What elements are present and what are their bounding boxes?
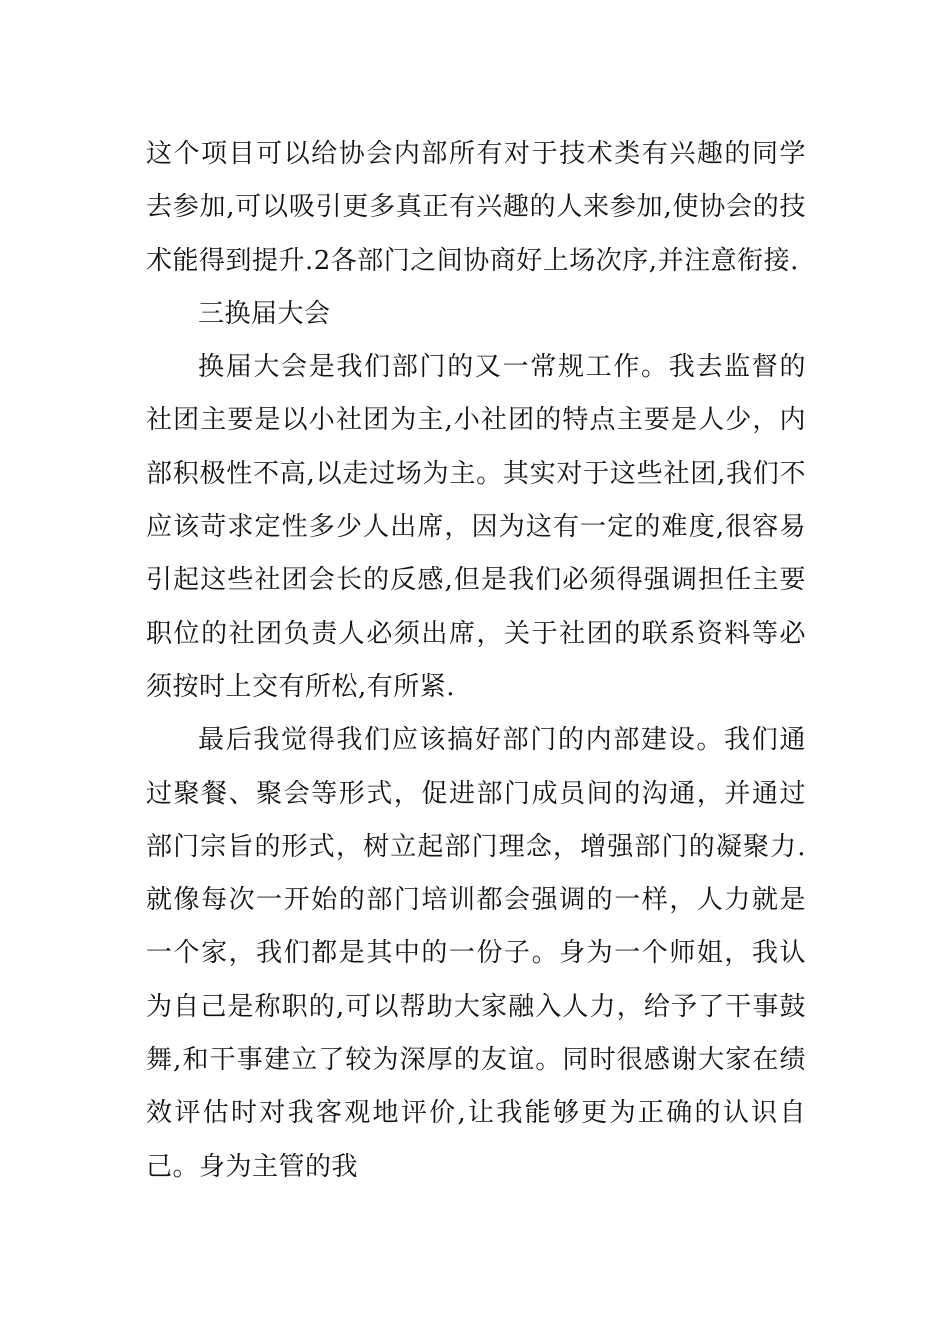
- paragraph-1: 这个项目可以给协会内部所有对于技术类有兴趣的同学去参加,可以吸引更多真正有兴趣的人来参加,使协会的技术能得到提升.2各部门之间协商好上场次序,并注意衔接.: [146, 139, 806, 276]
- document-body: [146, 128, 806, 1194]
- paragraph-2: 换届大会是我们部门的又一常规工作。我去监督的社团主要是以小社团为主,小社团的特点主要是人少，内部积极性不高,以走过场为主。其实对于这些社团,我们不应该苛求定性多少人出席，因为这有一定的难度,很容易引起这些社团会长的反感,但是我们必须得强调担任主要职位的社团负责人必须出席，关于社团的联系资料等必须按时上交有所松,有所紧.: [146, 352, 806, 702]
- paragraph-3: 最后我觉得我们应该搞好部门的内部建设。我们通过聚餐、聚会等形式，促进部门成员间的沟通，并通过部门宗旨的形式，树立起部门理念，增强部门的凝聚力.就像每次一开始的部门培训都会强调的一样，人力就是一个家，我们都是其中的一份子。身为一个师姐，我认为自己是称职的,可以帮助大家融入人力，给予了干事鼓舞,和干事建立了较为深厚的友谊。同时很感谢大家在绩效评估时对我客观地评价,让我能够更为正确的认识自己。身为主管的我: [146, 725, 806, 1182]
- section-heading: 三换届大会: [198, 298, 331, 329]
